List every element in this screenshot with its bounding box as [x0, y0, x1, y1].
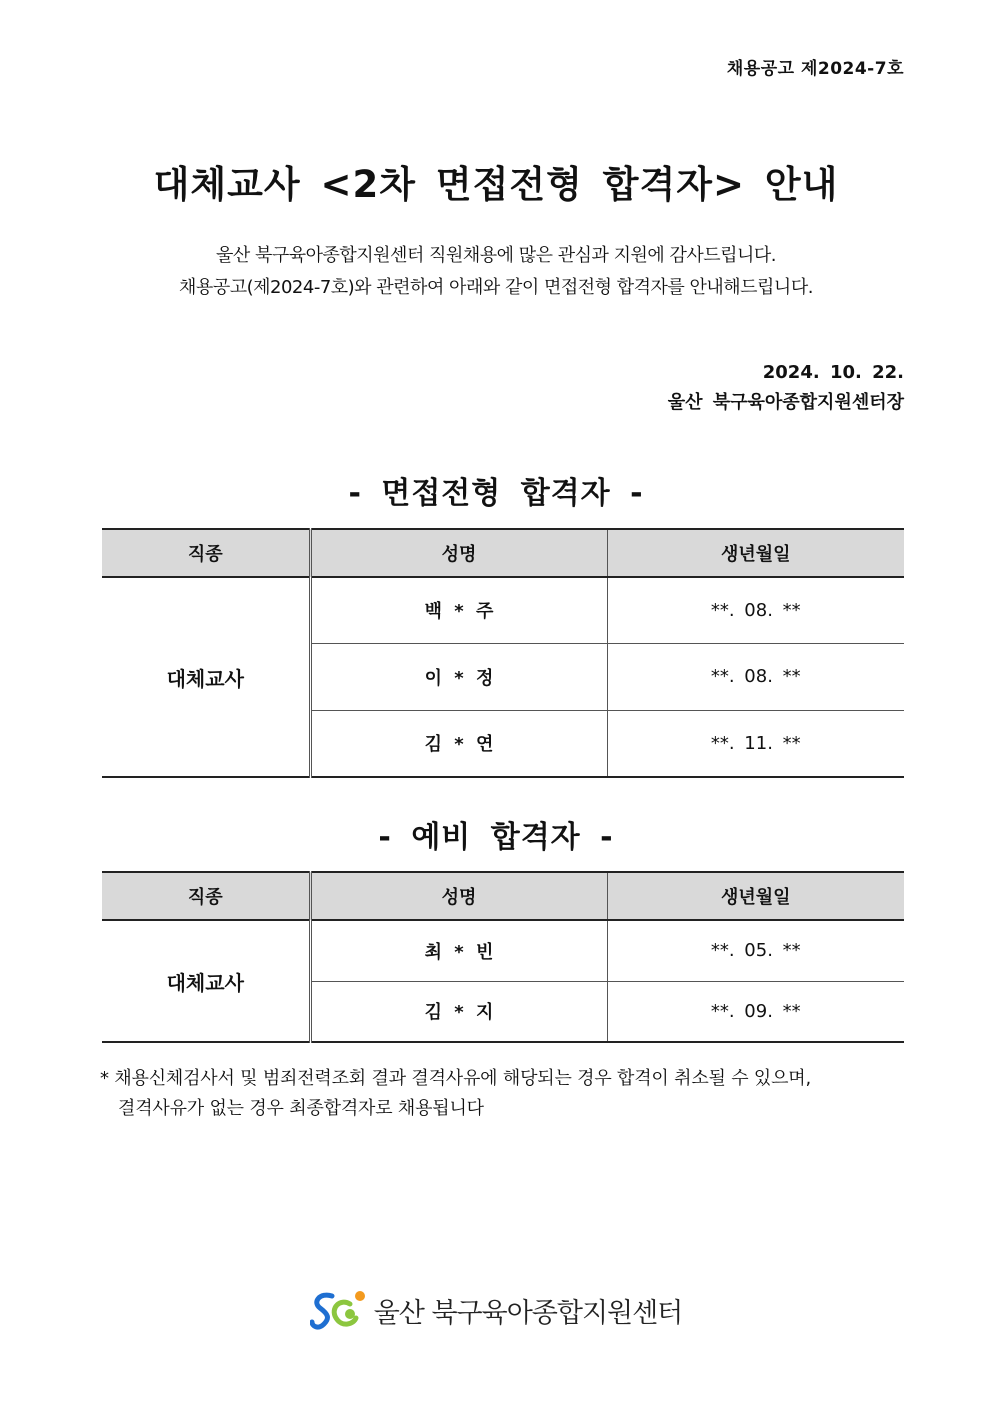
footnote-line-2: 결격사유가 없는 경우 최종합격자로 채용됩니다	[118, 1098, 484, 1119]
name-cell: 백 * 주	[310, 577, 607, 643]
footer-logo	[0, 1288, 992, 1332]
intro-text	[0, 240, 992, 304]
intro-line-1: 울산 북구육아종합지원센터 직원채용에 많은 관심과 지원에 감사드립니다.	[215, 245, 777, 266]
table-row	[102, 577, 904, 643]
table-header-row	[102, 872, 904, 920]
column-header-name: 성명	[310, 529, 607, 577]
table-header-row	[102, 529, 904, 577]
page-title: 대체교사 <2차 면접전형 합격자> 안내	[153, 163, 839, 206]
birth-cell: **. 09. **	[607, 981, 904, 1042]
column-header-name: 성명	[310, 872, 607, 920]
issuer-name: 울산 북구육아종합지원센터장	[667, 392, 904, 413]
birth-cell: **. 11. **	[607, 710, 904, 777]
birth-cell: **. 08. **	[607, 643, 904, 710]
issue-block	[668, 358, 904, 418]
column-header-birth: 생년월일	[607, 529, 904, 577]
column-header-job: 직종	[102, 872, 310, 920]
name-cell: 김 * 연	[310, 710, 607, 777]
birth-cell: **. 08. **	[607, 577, 904, 643]
section-heading-interview: - 면접전형 합격자 -	[348, 476, 644, 511]
job-type-cell: 대체교사	[102, 577, 310, 777]
footer-logo-text: 울산 북구육아종합지원센터	[373, 1297, 683, 1329]
reserve-result-table	[102, 871, 904, 1043]
notice-number: 채용공고 제2024-7호	[726, 59, 904, 79]
section-heading-reserve: - 예비 합격자 -	[378, 820, 614, 855]
name-cell: 김 * 지	[310, 981, 607, 1042]
intro-line-2: 채용공고(제2024-7호)와 관련하여 아래와 같이 면접전형 합격자를 안내해드립니다.	[179, 277, 813, 298]
column-header-job: 직종	[102, 529, 310, 577]
center-logo-icon	[310, 1288, 368, 1332]
footnote	[100, 1064, 910, 1124]
column-header-birth: 생년월일	[607, 872, 904, 920]
issue-date: 2024. 10. 22.	[762, 362, 904, 383]
interview-result-table	[102, 528, 904, 778]
birth-cell: **. 05. **	[607, 920, 904, 981]
job-type-cell: 대체교사	[102, 920, 310, 1042]
table-row	[102, 920, 904, 981]
name-cell: 이 * 정	[310, 643, 607, 710]
footnote-line-1: * 채용신체검사서 및 범죄전력조회 결과 결격사유에 해당되는 경우 합격이 취소될 수 있으며,	[100, 1068, 812, 1089]
name-cell: 최 * 빈	[310, 920, 607, 981]
